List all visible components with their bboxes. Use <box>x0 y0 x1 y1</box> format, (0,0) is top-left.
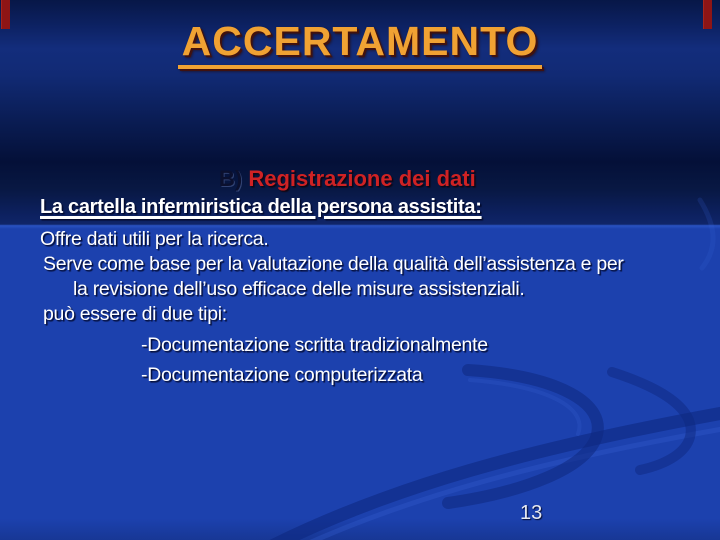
bullet-item: -Documentazione scritta tradizionalmente <box>141 334 488 356</box>
subtitle-line <box>219 166 476 192</box>
page-number: 13 <box>520 502 543 524</box>
body-line-1: Offre dati utili per la ricerca. <box>40 228 269 250</box>
body-heading: La cartella infermiristica della persona assistita: <box>40 196 482 218</box>
slide-title <box>0 18 720 69</box>
body-line-3: può essere di due tipi: <box>43 303 227 325</box>
body-line-2b: la revisione dell’uso efficace delle misure assistenziali. <box>73 278 525 300</box>
slide-title-text: ACCERTAMENTO <box>178 18 543 69</box>
body-line-2a: Serve come base per la valutazione della qualità dell’assistenza e per <box>43 253 624 275</box>
bullet-item: -Documentazione computerizzata <box>141 364 423 386</box>
subtitle-emphasis: Registrazione dei dati <box>248 166 476 191</box>
subtitle-prefix: B) <box>219 166 243 191</box>
